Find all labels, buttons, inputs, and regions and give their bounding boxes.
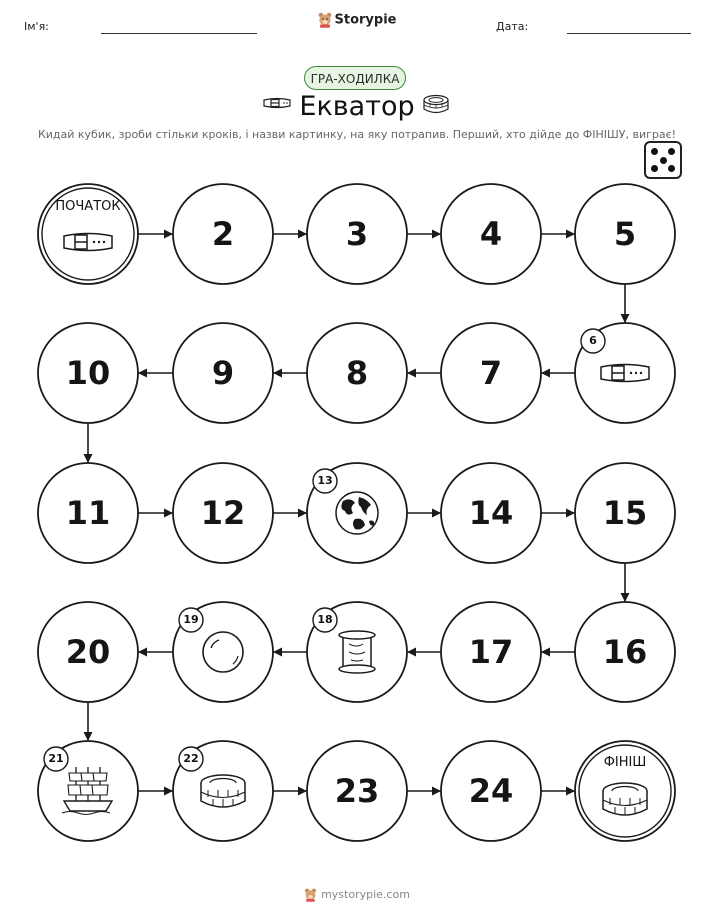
path-arrow [407, 787, 441, 796]
bear-icon [304, 888, 317, 902]
path-arrow [273, 509, 307, 518]
stone-well-icon [201, 775, 245, 807]
cell-number: 21 [48, 752, 64, 765]
path-arrow [407, 648, 441, 657]
cell-number: 16 [602, 633, 648, 671]
cell-number: 10 [65, 354, 111, 392]
path-arrow [541, 648, 575, 657]
path-arrow [541, 509, 575, 518]
cell-number: 19 [183, 613, 199, 626]
cell-number: 11 [65, 494, 111, 532]
stone-well-icon [603, 783, 647, 815]
cell-number: 9 [211, 354, 235, 392]
name-label: Ім'я: [24, 20, 49, 33]
sailing-ship-icon [62, 767, 112, 815]
path-arrow [138, 648, 173, 657]
finish-label: ФІНІШ [603, 755, 647, 770]
path-arrow [407, 369, 441, 378]
path-arrow [84, 702, 93, 741]
instructions: Кидай кубик, зроби стільки кроків, і назви картинку, на яку потрапив. Перший, хто дійде до ФІНІШУ, виграє! [37, 128, 677, 141]
cell-number: 8 [345, 354, 369, 392]
cell-number: 23 [334, 772, 380, 810]
path-arrow [273, 230, 307, 239]
cell-number: 13 [317, 474, 333, 487]
path-arrow [138, 230, 173, 239]
brand-name: Storypie [334, 12, 397, 28]
cell-number: 2 [211, 215, 235, 253]
path-arrow [541, 230, 575, 239]
start-label: ПОЧАТОК [55, 199, 121, 214]
date-label: Дата: [496, 20, 529, 33]
cell-number: 18 [317, 613, 333, 626]
path-arrow [541, 787, 575, 796]
path-arrow [407, 509, 441, 518]
cell-number: 4 [479, 215, 503, 253]
path-arrow [138, 787, 173, 796]
cell-number: 14 [468, 494, 514, 532]
path-arrow [273, 787, 307, 796]
game-type-badge: ГРА-ХОДИЛКА [304, 66, 406, 90]
cell-number: 24 [468, 772, 514, 810]
path-arrow [541, 369, 575, 378]
globe-icon [336, 492, 378, 534]
belt-icon [601, 365, 649, 382]
cell-number: 15 [602, 494, 648, 532]
page-title: Екватор [299, 91, 415, 122]
path-arrow [138, 509, 173, 518]
path-arrow [138, 369, 173, 378]
cell-number: 6 [589, 334, 597, 347]
scroll-map-icon [339, 631, 375, 673]
cell-number: 20 [65, 633, 111, 671]
cell-number: 22 [183, 752, 199, 765]
belt-icon [64, 234, 112, 251]
path-arrow [273, 648, 307, 657]
footer [0, 888, 714, 902]
cell-number: 17 [468, 633, 514, 671]
bubble-icon [203, 632, 243, 672]
cell-number: 5 [613, 215, 637, 253]
path-arrow [273, 369, 307, 378]
cell-number: 12 [200, 494, 246, 532]
footer-url: mystorypie.com [321, 888, 410, 901]
path-arrow [621, 284, 630, 323]
cell-number: 7 [479, 354, 503, 392]
cell-number: 3 [345, 215, 369, 253]
path-arrow [84, 423, 93, 463]
path-arrow [621, 563, 630, 602]
path-arrow [407, 230, 441, 239]
